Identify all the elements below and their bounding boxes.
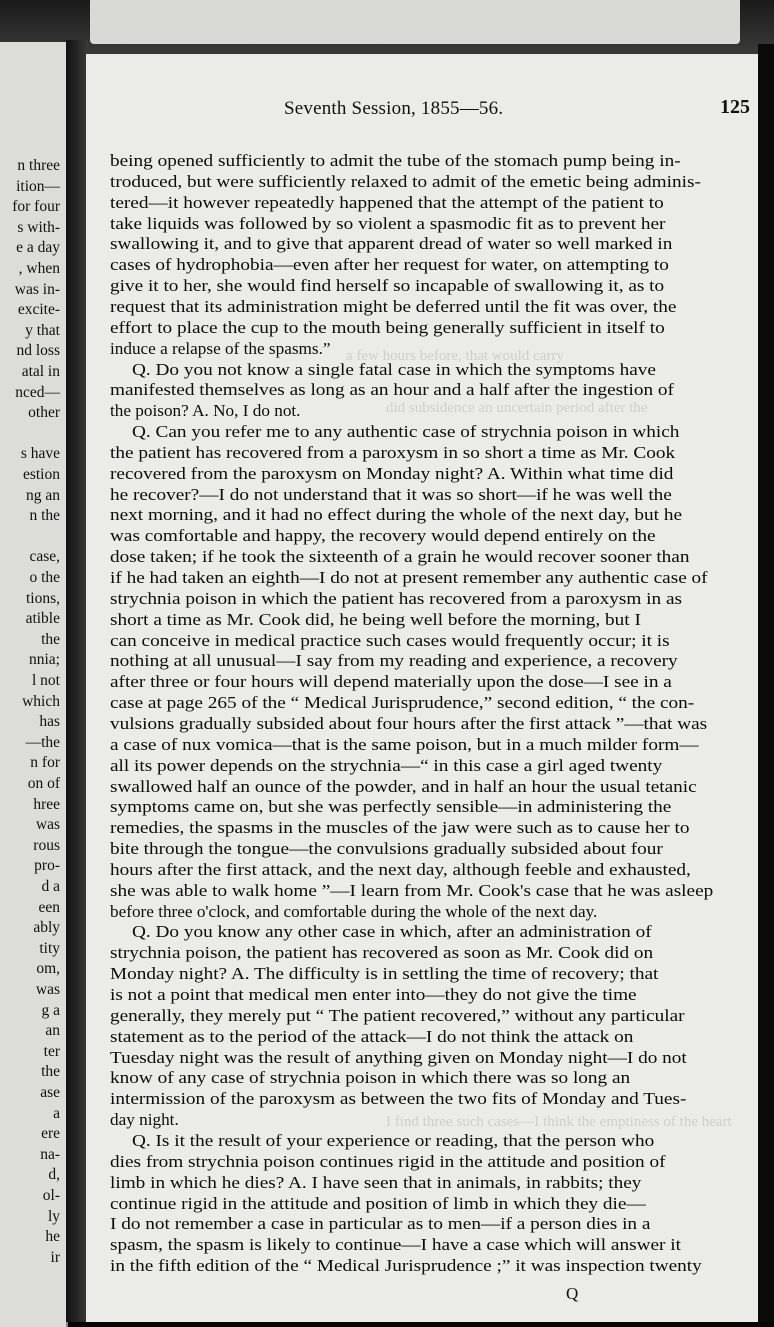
text-line-content: Q. Do you not know a single fatal case in which the symptoms have xyxy=(132,359,656,379)
text-line xyxy=(86,943,762,963)
facing-page-line: was xyxy=(35,816,60,834)
facing-page-line: was in- xyxy=(14,280,60,298)
text-line xyxy=(86,505,762,525)
text-line-content: dose taken; if he took the sixteenth of a grain he would recover sooner than xyxy=(110,547,690,567)
text-line xyxy=(86,422,762,442)
text-line-content: spasm, the spasm is likely to continue—I have a case which will answer it xyxy=(110,1235,681,1255)
text-line-content: day night. xyxy=(110,1110,179,1130)
facing-page-line: tity xyxy=(39,939,60,957)
facing-page-line: s with- xyxy=(17,218,60,236)
facing-page-line: d a xyxy=(41,878,60,895)
facing-page-line: which xyxy=(22,692,60,710)
text-line-content: induce a relapse of the spasms.” xyxy=(110,338,331,358)
page-top-edge xyxy=(90,0,740,44)
text-line xyxy=(86,902,762,922)
running-head: Seventh Session, 1855—56. xyxy=(284,98,504,119)
book-gutter xyxy=(66,40,88,1322)
text-line xyxy=(86,589,762,609)
text-line-content: Q. Do you know any other case in which, after an administration of xyxy=(132,922,652,942)
text-line xyxy=(86,1194,762,1214)
text-line-content: Monday night? A. The difficulty is in settling the time of recovery; that xyxy=(110,964,659,984)
bleed-through-text: did subsidence an uncertain period after the xyxy=(386,400,648,416)
facing-page-line: case, xyxy=(29,548,60,566)
text-line-content: in the fifth edition of the “ Medical Jurisprudence ;” it was inspection twenty xyxy=(110,1256,702,1276)
text-line-content: continue rigid in the attitude and position of limb in which they die— xyxy=(110,1193,646,1213)
facing-page-line: ol- xyxy=(42,1187,60,1204)
facing-page-line: een xyxy=(38,898,60,916)
text-line-content: vulsions gradually subsided about four hours after the first attack ”—that was xyxy=(110,713,708,733)
facing-page-line: on of xyxy=(27,775,60,792)
text-line-content: cases of hydrophobia—even after her request for water, on attempting to xyxy=(110,255,669,275)
facing-page-line: the xyxy=(41,1063,60,1081)
text-line-content: statement as to the period of the attack—I do not think the attack on xyxy=(110,1026,634,1046)
text-line xyxy=(86,547,762,567)
facing-page-line: ly xyxy=(47,1207,60,1225)
facing-page-line: nnia; xyxy=(29,651,60,669)
text-line xyxy=(86,922,762,942)
text-line-content: if he had taken an eighth—I do not at present remember any authentic case of xyxy=(110,568,708,587)
text-line xyxy=(86,1152,762,1172)
text-line xyxy=(86,297,762,317)
facing-page-line: l not xyxy=(32,672,60,689)
text-line-content: being opened sufficiently to admit the tube of the stomach pump being in- xyxy=(110,151,681,170)
facing-page-line: tions, xyxy=(25,589,60,607)
facing-page-line: ition— xyxy=(16,177,60,195)
text-line-content: hours after the first attack, and the next day, although feeble and exhausted, xyxy=(110,859,691,879)
text-line-content: a case of nux vomica—that is the same poison, but in a much milder form— xyxy=(110,734,699,754)
text-line-content: request that its administration might be deferred until the fit was over, the xyxy=(110,296,677,316)
page-number: 125 xyxy=(720,96,750,118)
facing-page-line: ably xyxy=(33,919,60,937)
text-line xyxy=(86,443,762,463)
facing-page-line: he xyxy=(45,1228,60,1246)
facing-page-line: for four xyxy=(12,198,60,216)
facing-page-line: nced— xyxy=(15,383,60,401)
facing-page-line: y that xyxy=(25,321,60,339)
text-line xyxy=(86,881,762,901)
facing-page-line: atal in xyxy=(21,363,60,380)
text-line-content: intermission of the paroxysm as between the two fits of Monday and Tues- xyxy=(110,1089,687,1109)
catchword: Q xyxy=(566,1284,579,1303)
text-line xyxy=(86,1256,762,1276)
text-line xyxy=(86,714,762,734)
text-line xyxy=(86,672,762,692)
facing-page-line: ase xyxy=(40,1084,60,1101)
facing-page-line: ter xyxy=(43,1042,60,1060)
text-line xyxy=(86,526,762,546)
facing-page-line: n the xyxy=(29,507,60,525)
text-line xyxy=(86,276,762,296)
text-line-content: before three o'clock, and comfortable during the whole of the next day. xyxy=(110,901,598,921)
text-line-content: Tuesday night was the result of anything given on Monday night—I do not xyxy=(110,1047,687,1067)
facing-page-line: —the xyxy=(25,733,60,751)
text-line-content: strychnia poison, the patient has recovered as soon as Mr. Cook did on xyxy=(110,943,654,963)
text-line-content: after three or four hours will depend materially upon the dose—I see in a xyxy=(110,672,672,692)
text-line xyxy=(86,985,762,1005)
text-line xyxy=(86,172,762,192)
facing-page-line: an xyxy=(45,1022,60,1040)
facing-page-line: ng an xyxy=(25,486,60,504)
facing-page-line: excite- xyxy=(17,301,60,319)
text-line-content: he recover?—I do not understand that it was so short—if he was well the xyxy=(110,484,672,504)
facing-page-line: n for xyxy=(30,754,60,772)
page-header xyxy=(86,98,762,128)
text-line-content: limb in which he dies? A. I have seen that in animals, in rabbits; they xyxy=(110,1172,642,1192)
text-line xyxy=(86,568,762,588)
facing-page-line: ere xyxy=(41,1125,60,1143)
text-line-content: know of any case of strychnia poison in which there was so long an xyxy=(110,1068,631,1088)
text-line-content: next morning, and it had no effect during the whole of the next day, but he xyxy=(110,505,683,525)
text-line xyxy=(86,255,762,275)
text-line-content: remedies, the spasms in the muscles of the jaw were such as to cause her to xyxy=(110,818,690,838)
text-line xyxy=(86,380,762,400)
facing-page-line: ir xyxy=(50,1248,60,1266)
text-line-content: give it to her, she would find herself so incapable of swallowing it, as to xyxy=(110,276,665,296)
facing-page-line: d, xyxy=(48,1166,60,1184)
text-line xyxy=(86,193,762,213)
facing-page-line: e a day xyxy=(16,239,60,257)
bleed-through-text: I find three such cases—I think the emptiness of the heart xyxy=(386,1114,732,1130)
text-line-content: manifested themselves as long as an hour and a half after the ingestion of xyxy=(110,380,674,400)
text-line-content: swallowed half an ounce of the powder, and in half an hour the usual tetanic xyxy=(110,776,697,796)
text-line xyxy=(86,735,762,755)
text-line xyxy=(86,1131,762,1151)
facing-page-line: , when xyxy=(18,260,60,277)
text-line-content: Q. Can you refer me to any authentic case of strychnia poison in which xyxy=(132,422,680,442)
text-line-content: generally, they merely put “ The patient recovered,” without any particular xyxy=(110,1005,685,1025)
text-line xyxy=(86,1048,762,1068)
facing-page-line: hree xyxy=(33,795,60,813)
text-line xyxy=(86,610,762,630)
facing-page-fragment xyxy=(0,42,68,1327)
text-line-content: strychnia poison in which the patient has recovered from a paroxysm in as xyxy=(110,588,683,608)
text-line-content: short a time as Mr. Cook did, he being well before the morning, but I xyxy=(110,609,641,629)
text-line xyxy=(86,818,762,838)
text-line-content: nothing at all unusual—I say from my reading and experience, a recovery xyxy=(110,651,678,671)
facing-page-line: o the xyxy=(29,569,60,586)
text-line-content: is not a point that medical men enter into—they do not give the time xyxy=(110,985,637,1004)
facing-page-line: estion xyxy=(22,466,60,483)
facing-page-line: has xyxy=(39,713,60,731)
text-line-content: tered—it however repeatedly happened that the attempt of the patient to xyxy=(110,192,664,212)
text-line xyxy=(86,214,762,234)
text-line-content: she was able to walk home ”—I learn from Mr. Cook's case that he was asleep xyxy=(110,880,714,900)
text-line xyxy=(86,860,762,880)
text-line-content: I do not remember a case in particular as to men—if a person dies in a xyxy=(110,1214,651,1234)
text-line xyxy=(86,631,762,651)
text-line xyxy=(86,234,762,254)
text-line xyxy=(86,797,762,817)
text-line-content: swallowing it, and to give that apparent dread of water so well marked in xyxy=(110,234,673,254)
facing-page-line: a xyxy=(53,1104,60,1122)
facing-page-line: rous xyxy=(33,836,60,854)
text-line xyxy=(86,964,762,984)
text-line-content: dies from strychnia poison continues rigid in the attitude and position of xyxy=(110,1151,666,1171)
text-line-content: troduced, but were sufficiently relaxed to admit of the emetic being adminis- xyxy=(110,171,701,191)
facing-page-line: n three xyxy=(17,157,60,174)
text-line xyxy=(86,777,762,797)
text-line xyxy=(86,485,762,505)
text-line xyxy=(86,151,762,171)
text-line-content: take liquids was followed by so violent a spasmodic fit as to prevent her xyxy=(110,213,666,233)
text-line-content: symptoms came on, but she was perfectly sensible—in administering the xyxy=(110,797,672,817)
text-line-content: bite through the tongue—the convulsions gradually subsided about four xyxy=(110,839,663,859)
text-line-content: Q. Is it the result of your experience or reading, that the person who xyxy=(132,1130,655,1150)
facing-page-line: was xyxy=(35,981,60,998)
facing-page-line: nd loss xyxy=(16,342,60,360)
facing-page-line: atible xyxy=(25,610,60,628)
bleed-through-text: a few hours before, that would carry xyxy=(346,348,564,364)
text-line-content: all its power depends on the strychnia—“ in this case a girl aged twenty xyxy=(110,755,663,775)
facing-page-line: na- xyxy=(40,1145,60,1163)
facing-page-line: s have xyxy=(20,445,60,463)
scan-edge xyxy=(758,44,774,1322)
text-line xyxy=(86,1006,762,1026)
text-line-content: can conceive in medical practice such cases would frequently occur; it is xyxy=(110,630,670,650)
facing-page-line: om, xyxy=(36,960,60,978)
text-line xyxy=(86,318,762,338)
text-line xyxy=(86,1173,762,1193)
text-line xyxy=(86,1027,762,1047)
text-line-content: case at page 265 of the “ Medical Jurisprudence,” second edition, “ the con- xyxy=(110,693,695,713)
facing-page-line: pro- xyxy=(34,857,60,875)
text-line xyxy=(86,1235,762,1255)
text-line-content: recovered from the paroxysm on Monday night? A. Within what time did xyxy=(110,463,674,483)
text-line-content: the patient has recovered from a paroxysm in so short a time as Mr. Cook xyxy=(110,442,676,462)
facing-page-line: the xyxy=(41,630,60,648)
text-line-content: the poison? A. No, I do not. xyxy=(110,401,301,421)
facing-page-line: g a xyxy=(41,1001,60,1019)
text-line-content: effort to place the cup to the mouth being generally sufficient in itself to xyxy=(110,317,665,337)
text-line xyxy=(86,651,762,671)
text-line xyxy=(86,1214,762,1234)
text-line xyxy=(86,839,762,859)
text-line xyxy=(86,1068,762,1088)
text-line xyxy=(86,756,762,776)
text-line-content: was comfortable and happy, the recovery would depend entirely on the xyxy=(110,526,656,546)
book-page xyxy=(86,54,762,1322)
facing-page-line: other xyxy=(28,404,60,422)
text-line xyxy=(86,693,762,713)
text-line xyxy=(86,1089,762,1109)
text-line xyxy=(86,464,762,484)
